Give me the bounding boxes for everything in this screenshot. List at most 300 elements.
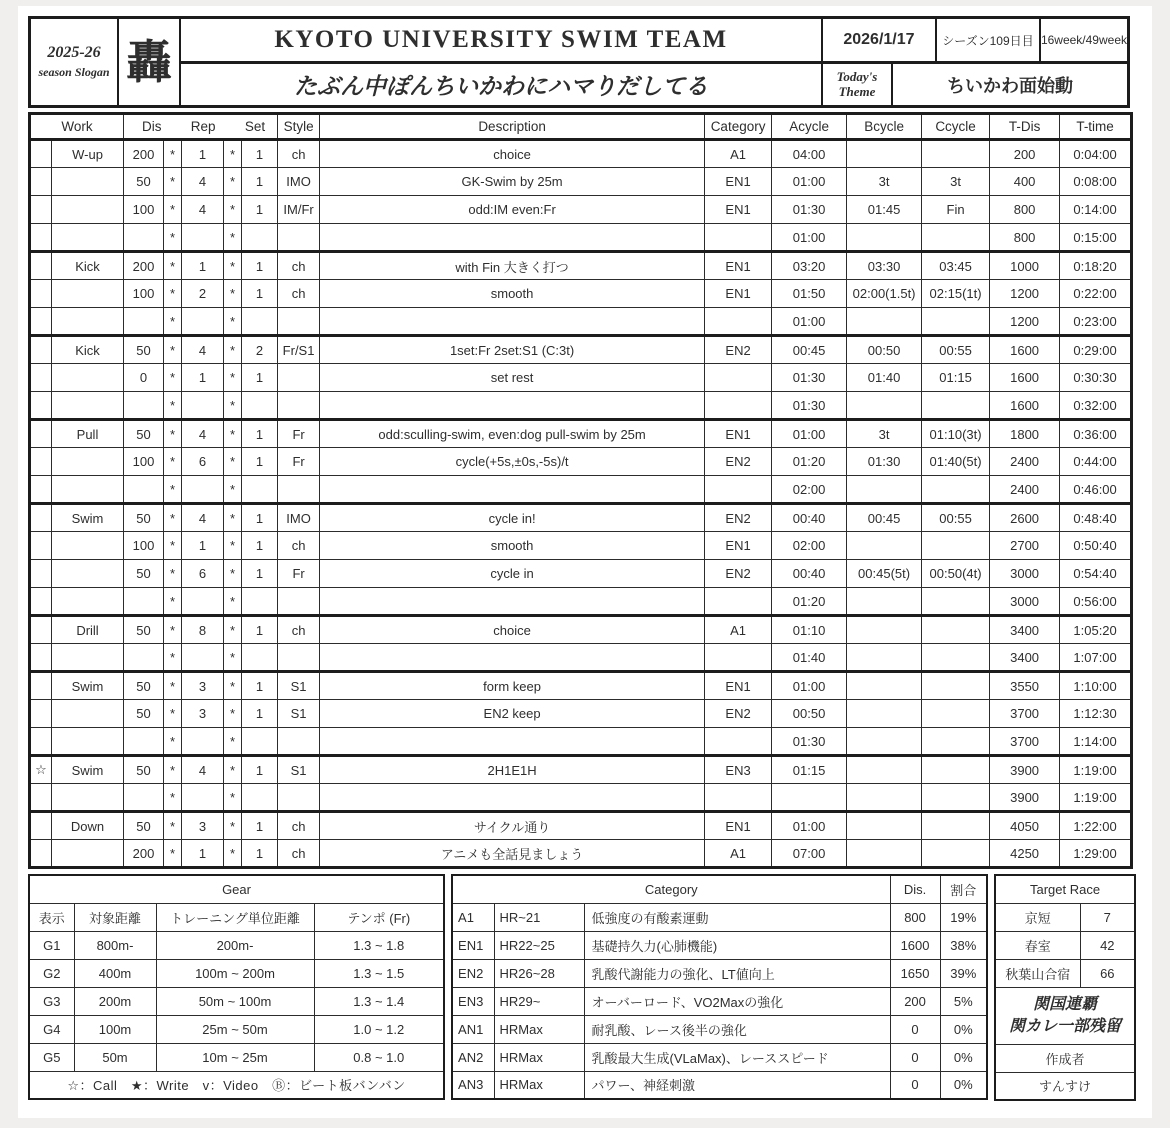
gear-mark: G1 bbox=[29, 931, 74, 959]
gear-tempo: 1.3 ~ 1.8 bbox=[314, 931, 444, 959]
cell-cat: EN2 bbox=[705, 336, 772, 364]
cell-style bbox=[278, 392, 320, 420]
gear-distance: 50m bbox=[74, 1043, 156, 1071]
cell-b bbox=[847, 784, 922, 812]
todays-theme: ちいかわ面始動 bbox=[947, 75, 1073, 96]
cell-s2: * bbox=[224, 812, 242, 840]
workout-row bbox=[30, 448, 1132, 476]
category-description: 基礎持久力(心肺機能) bbox=[584, 931, 890, 959]
cell-dis: 50 bbox=[124, 168, 164, 196]
gear-tempo: 1.0 ~ 1.2 bbox=[314, 1015, 444, 1043]
cell-tt: 0:44:00 bbox=[1060, 448, 1132, 476]
cell-cat bbox=[705, 392, 772, 420]
workout-row bbox=[30, 812, 1132, 840]
cell-b: 01:30 bbox=[847, 448, 922, 476]
cell-style: IM/Fr bbox=[278, 196, 320, 224]
cell-td: 3400 bbox=[990, 644, 1060, 672]
cell-rep bbox=[182, 728, 224, 756]
cell-dis: 50 bbox=[124, 560, 164, 588]
cell-cat bbox=[705, 784, 772, 812]
cell-tt: 0:32:00 bbox=[1060, 392, 1132, 420]
cell-c bbox=[922, 840, 990, 868]
race-row bbox=[995, 903, 1135, 931]
season-slogan-box bbox=[31, 19, 119, 105]
cell-style: ch bbox=[278, 280, 320, 308]
cell-s2: * bbox=[224, 448, 242, 476]
cell-style bbox=[278, 784, 320, 812]
cell-c bbox=[922, 588, 990, 616]
cell-call bbox=[30, 252, 52, 280]
cell-work: W-up bbox=[52, 140, 124, 168]
cell-rep: 1 bbox=[182, 532, 224, 560]
cell-td: 1200 bbox=[990, 308, 1060, 336]
cell-s2: * bbox=[224, 588, 242, 616]
cell-b: 03:30 bbox=[847, 252, 922, 280]
cell-set bbox=[242, 224, 278, 252]
gear-rows bbox=[29, 931, 444, 1071]
cell-style: ch bbox=[278, 840, 320, 868]
cell-s2: * bbox=[224, 392, 242, 420]
cell-b bbox=[847, 224, 922, 252]
cell-style: ch bbox=[278, 812, 320, 840]
cell-call bbox=[30, 644, 52, 672]
cell-c bbox=[922, 756, 990, 784]
workout-row bbox=[30, 700, 1132, 728]
cell-s1: * bbox=[164, 308, 182, 336]
cell-rep: 1 bbox=[182, 364, 224, 392]
cell-tt: 0:22:00 bbox=[1060, 280, 1132, 308]
gear-row bbox=[29, 987, 444, 1015]
cell-work bbox=[52, 588, 124, 616]
race-rows bbox=[995, 903, 1135, 987]
category-title: Category bbox=[452, 875, 890, 903]
header-center bbox=[181, 19, 823, 105]
cell-desc: smooth bbox=[320, 532, 705, 560]
cell-rep bbox=[182, 224, 224, 252]
cell-style: ch bbox=[278, 616, 320, 644]
cell-tt: 1:19:00 bbox=[1060, 756, 1132, 784]
workout-row bbox=[30, 784, 1132, 812]
cell-style bbox=[278, 476, 320, 504]
cell-rep bbox=[182, 784, 224, 812]
cell-set: 1 bbox=[242, 364, 278, 392]
cell-s2: * bbox=[224, 364, 242, 392]
cell-s2: * bbox=[224, 476, 242, 504]
cell-a: 01:15 bbox=[772, 756, 847, 784]
cell-work bbox=[52, 168, 124, 196]
cell-set: 1 bbox=[242, 840, 278, 868]
header bbox=[28, 16, 1130, 108]
col-style: Style bbox=[278, 114, 320, 140]
cell-b bbox=[847, 672, 922, 700]
cell-c: 00:55 bbox=[922, 504, 990, 532]
cell-set: 1 bbox=[242, 812, 278, 840]
cell-desc: choice bbox=[320, 616, 705, 644]
col-acycle: Acycle bbox=[772, 114, 847, 140]
cell-rep: 1 bbox=[182, 840, 224, 868]
workout-row bbox=[30, 168, 1132, 196]
cell-set: 1 bbox=[242, 616, 278, 644]
cell-a: 02:00 bbox=[772, 532, 847, 560]
cell-set: 1 bbox=[242, 532, 278, 560]
category-description: パワー、神経刺激 bbox=[584, 1071, 890, 1099]
cell-style bbox=[278, 308, 320, 336]
cell-c: Fin bbox=[922, 196, 990, 224]
workout-row bbox=[30, 196, 1132, 224]
cell-desc: 2H1E1H bbox=[320, 756, 705, 784]
cell-td: 800 bbox=[990, 224, 1060, 252]
cell-set: 1 bbox=[242, 280, 278, 308]
cell-a: 01:30 bbox=[772, 392, 847, 420]
cell-call bbox=[30, 140, 52, 168]
todays-theme-label: Today's Theme bbox=[823, 64, 893, 105]
category-rows bbox=[452, 903, 987, 1099]
cell-cat: EN2 bbox=[705, 448, 772, 476]
cell-call bbox=[30, 560, 52, 588]
cell-style: Fr bbox=[278, 420, 320, 448]
cell-tt: 0:08:00 bbox=[1060, 168, 1132, 196]
cell-set: 1 bbox=[242, 196, 278, 224]
cell-call bbox=[30, 224, 52, 252]
category-ratio: 0% bbox=[940, 1043, 987, 1071]
cell-tt: 0:50:40 bbox=[1060, 532, 1132, 560]
cell-work: Kick bbox=[52, 336, 124, 364]
cell-dis: 50 bbox=[124, 504, 164, 532]
gear-col-tempo: テンポ (Fr) bbox=[314, 903, 444, 931]
cell-tt: 1:22:00 bbox=[1060, 812, 1132, 840]
race-days: 7 bbox=[1080, 903, 1135, 931]
cell-work: Swim bbox=[52, 756, 124, 784]
workout-row bbox=[30, 756, 1132, 784]
cell-td: 3000 bbox=[990, 560, 1060, 588]
document-content bbox=[28, 16, 1130, 1101]
cell-td: 1000 bbox=[990, 252, 1060, 280]
workout-header-row bbox=[30, 114, 1132, 140]
cell-s2: * bbox=[224, 224, 242, 252]
workout-rows bbox=[30, 140, 1132, 868]
gear-tempo: 1.3 ~ 1.4 bbox=[314, 987, 444, 1015]
cell-dis: 100 bbox=[124, 280, 164, 308]
cell-set: 1 bbox=[242, 448, 278, 476]
workout-row bbox=[30, 560, 1132, 588]
cell-style: ch bbox=[278, 532, 320, 560]
cell-rep: 1 bbox=[182, 252, 224, 280]
cell-dis bbox=[124, 392, 164, 420]
cell-cat: EN1 bbox=[705, 196, 772, 224]
team-title: KYOTO UNIVERSITY SWIM TEAM bbox=[181, 19, 821, 64]
col-ttime: T-time bbox=[1060, 114, 1132, 140]
gear-header-row bbox=[29, 903, 444, 931]
cell-set: 1 bbox=[242, 504, 278, 532]
cell-work: Drill bbox=[52, 616, 124, 644]
cell-s1: * bbox=[164, 812, 182, 840]
workout-row bbox=[30, 224, 1132, 252]
cell-a: 00:40 bbox=[772, 504, 847, 532]
category-distance: 0 bbox=[890, 1043, 940, 1071]
cell-s2: * bbox=[224, 252, 242, 280]
category-hr-zone: HR29~ bbox=[494, 987, 584, 1015]
cell-style: S1 bbox=[278, 756, 320, 784]
cell-s2: * bbox=[224, 280, 242, 308]
gear-row bbox=[29, 931, 444, 959]
cell-cat: EN1 bbox=[705, 532, 772, 560]
cell-td: 4050 bbox=[990, 812, 1060, 840]
cell-tt: 1:19:00 bbox=[1060, 784, 1132, 812]
cell-a: 01:30 bbox=[772, 728, 847, 756]
cell-a: 01:00 bbox=[772, 224, 847, 252]
category-description: オーバーロード、VO2Maxの強化 bbox=[584, 987, 890, 1015]
cell-desc bbox=[320, 588, 705, 616]
cell-work bbox=[52, 224, 124, 252]
gear-unit-distance: 100m ~ 200m bbox=[156, 959, 314, 987]
cell-cat bbox=[705, 644, 772, 672]
cell-td: 2400 bbox=[990, 476, 1060, 504]
gear-mark: G3 bbox=[29, 987, 74, 1015]
cell-s2: * bbox=[224, 196, 242, 224]
cell-tt: 0:56:00 bbox=[1060, 588, 1132, 616]
gear-tempo: 1.3 ~ 1.5 bbox=[314, 959, 444, 987]
cell-work bbox=[52, 364, 124, 392]
cell-b bbox=[847, 756, 922, 784]
cell-c: 01:15 bbox=[922, 364, 990, 392]
cell-cat bbox=[705, 364, 772, 392]
cell-a: 00:40 bbox=[772, 560, 847, 588]
gear-col-unit-distance: トレーニング単位距離 bbox=[156, 903, 314, 931]
cell-cat: EN1 bbox=[705, 168, 772, 196]
cell-s1: * bbox=[164, 168, 182, 196]
cell-cat: EN2 bbox=[705, 504, 772, 532]
category-distance: 1650 bbox=[890, 959, 940, 987]
cell-set bbox=[242, 308, 278, 336]
cell-b bbox=[847, 700, 922, 728]
category-ratio: 0% bbox=[940, 1015, 987, 1043]
cell-td: 4250 bbox=[990, 840, 1060, 868]
season-slogan-label: season Slogan bbox=[38, 65, 110, 79]
cell-c: 00:55 bbox=[922, 336, 990, 364]
cell-c bbox=[922, 728, 990, 756]
cell-tt: 0:46:00 bbox=[1060, 476, 1132, 504]
cell-b bbox=[847, 588, 922, 616]
cell-style bbox=[278, 728, 320, 756]
cell-s2: * bbox=[224, 504, 242, 532]
cell-desc bbox=[320, 476, 705, 504]
cell-s2: * bbox=[224, 784, 242, 812]
cell-td: 2600 bbox=[990, 504, 1060, 532]
race-name: 春室 bbox=[995, 931, 1080, 959]
cell-rep: 3 bbox=[182, 700, 224, 728]
cell-rep: 4 bbox=[182, 196, 224, 224]
cell-s1: * bbox=[164, 364, 182, 392]
cell-c bbox=[922, 784, 990, 812]
cell-c bbox=[922, 224, 990, 252]
cell-b: 02:00(1.5t) bbox=[847, 280, 922, 308]
cell-work: Kick bbox=[52, 252, 124, 280]
cell-s1: * bbox=[164, 840, 182, 868]
cell-s2: * bbox=[224, 728, 242, 756]
cell-td: 200 bbox=[990, 140, 1060, 168]
category-code: EN1 bbox=[452, 931, 494, 959]
cell-set: 1 bbox=[242, 700, 278, 728]
category-ratio: 5% bbox=[940, 987, 987, 1015]
category-code: A1 bbox=[452, 903, 494, 931]
season-years: 2025-26 bbox=[47, 44, 101, 61]
practice-date: 2026/1/17 bbox=[823, 19, 937, 61]
cell-s2: * bbox=[224, 336, 242, 364]
cell-dis: 200 bbox=[124, 840, 164, 868]
gear-distance: 200m bbox=[74, 987, 156, 1015]
cell-s1: * bbox=[164, 476, 182, 504]
cell-c: 02:15(1t) bbox=[922, 280, 990, 308]
cell-desc: cycle(+5s,±0s,-5s)/t bbox=[320, 448, 705, 476]
cell-cat bbox=[705, 476, 772, 504]
cell-c: 3t bbox=[922, 168, 990, 196]
cell-td: 3000 bbox=[990, 588, 1060, 616]
cell-c bbox=[922, 308, 990, 336]
season-goal bbox=[995, 987, 1135, 1044]
workout-row bbox=[30, 616, 1132, 644]
cell-b bbox=[847, 616, 922, 644]
cell-s1: * bbox=[164, 504, 182, 532]
category-description: 低強度の有酸素運動 bbox=[584, 903, 890, 931]
cell-s1: * bbox=[164, 532, 182, 560]
cell-td: 3900 bbox=[990, 784, 1060, 812]
cell-s2: * bbox=[224, 560, 242, 588]
cell-dis: 200 bbox=[124, 252, 164, 280]
cell-work bbox=[52, 476, 124, 504]
cell-td: 1200 bbox=[990, 280, 1060, 308]
workout-row bbox=[30, 280, 1132, 308]
cell-work bbox=[52, 392, 124, 420]
cell-b: 3t bbox=[847, 420, 922, 448]
cell-style: IMO bbox=[278, 504, 320, 532]
category-ratio: 0% bbox=[940, 1071, 987, 1099]
workout-row bbox=[30, 476, 1132, 504]
cell-work: Swim bbox=[52, 504, 124, 532]
cell-style: S1 bbox=[278, 672, 320, 700]
cell-rep: 4 bbox=[182, 336, 224, 364]
week-progress: 16week/49week bbox=[1040, 33, 1127, 47]
cell-rep: 4 bbox=[182, 756, 224, 784]
cell-dis: 0 bbox=[124, 364, 164, 392]
gear-title: Gear bbox=[29, 875, 444, 903]
category-description: 乳酸最大生成(VLaMax)、レーススピード bbox=[584, 1043, 890, 1071]
cell-s1: * bbox=[164, 224, 182, 252]
cell-a: 01:00 bbox=[772, 168, 847, 196]
cell-s1: * bbox=[164, 448, 182, 476]
cell-tt: 1:10:00 bbox=[1060, 672, 1132, 700]
workout-row bbox=[30, 364, 1132, 392]
category-hr-zone: HRMax bbox=[494, 1015, 584, 1043]
cell-desc bbox=[320, 308, 705, 336]
category-row bbox=[452, 903, 987, 931]
cell-style: S1 bbox=[278, 700, 320, 728]
cell-dis bbox=[124, 224, 164, 252]
cell-cat: EN1 bbox=[705, 252, 772, 280]
cell-style: ch bbox=[278, 140, 320, 168]
cell-a: 01:10 bbox=[772, 616, 847, 644]
creator-name: すんすけ bbox=[995, 1072, 1135, 1100]
cell-c: 03:45 bbox=[922, 252, 990, 280]
cell-call bbox=[30, 700, 52, 728]
cell-call bbox=[30, 588, 52, 616]
cell-a: 07:00 bbox=[772, 840, 847, 868]
category-row bbox=[452, 931, 987, 959]
cell-cat: EN1 bbox=[705, 280, 772, 308]
cell-c bbox=[922, 392, 990, 420]
cell-b bbox=[847, 728, 922, 756]
cell-b bbox=[847, 532, 922, 560]
cell-rep bbox=[182, 644, 224, 672]
target-race-title: Target Race bbox=[995, 875, 1135, 903]
cell-work bbox=[52, 728, 124, 756]
cell-cat bbox=[705, 308, 772, 336]
cell-desc bbox=[320, 392, 705, 420]
cell-set bbox=[242, 728, 278, 756]
cell-s2: * bbox=[224, 140, 242, 168]
category-description: 耐乳酸、レース後半の強化 bbox=[584, 1015, 890, 1043]
cell-s1: * bbox=[164, 392, 182, 420]
cell-call bbox=[30, 280, 52, 308]
workout-row bbox=[30, 336, 1132, 364]
workout-row bbox=[30, 588, 1132, 616]
cell-desc bbox=[320, 644, 705, 672]
cell-cat bbox=[705, 224, 772, 252]
category-row bbox=[452, 1015, 987, 1043]
cell-dis bbox=[124, 784, 164, 812]
cell-s2: * bbox=[224, 308, 242, 336]
col-dis: Dis bbox=[142, 119, 162, 134]
category-ratio: 19% bbox=[940, 903, 987, 931]
cell-cat bbox=[705, 588, 772, 616]
category-hr-zone: HR22~25 bbox=[494, 931, 584, 959]
cell-s1: * bbox=[164, 140, 182, 168]
col-bcycle: Bcycle bbox=[847, 114, 922, 140]
cell-tt: 1:12:30 bbox=[1060, 700, 1132, 728]
category-distance: 0 bbox=[890, 1015, 940, 1043]
workout-row bbox=[30, 252, 1132, 280]
cell-td: 800 bbox=[990, 196, 1060, 224]
cell-rep bbox=[182, 308, 224, 336]
category-code: EN3 bbox=[452, 987, 494, 1015]
cell-s1: * bbox=[164, 420, 182, 448]
cell-td: 3550 bbox=[990, 672, 1060, 700]
cell-dis bbox=[124, 588, 164, 616]
cell-s1: * bbox=[164, 756, 182, 784]
cell-b: 01:40 bbox=[847, 364, 922, 392]
cell-td: 1600 bbox=[990, 392, 1060, 420]
workout-row bbox=[30, 532, 1132, 560]
gear-distance: 100m bbox=[74, 1015, 156, 1043]
cell-rep: 8 bbox=[182, 616, 224, 644]
cell-dis bbox=[124, 728, 164, 756]
cell-desc: サイクル通り bbox=[320, 812, 705, 840]
cell-rep: 3 bbox=[182, 812, 224, 840]
cell-c bbox=[922, 532, 990, 560]
cell-style: Fr bbox=[278, 560, 320, 588]
cell-td: 1800 bbox=[990, 420, 1060, 448]
cell-c bbox=[922, 644, 990, 672]
cell-tt: 1:29:00 bbox=[1060, 840, 1132, 868]
cell-dis bbox=[124, 308, 164, 336]
cell-a: 00:50 bbox=[772, 700, 847, 728]
bottom-tables bbox=[28, 874, 1130, 1101]
cell-style bbox=[278, 224, 320, 252]
cell-tt: 0:15:00 bbox=[1060, 224, 1132, 252]
cell-b bbox=[847, 476, 922, 504]
category-row bbox=[452, 987, 987, 1015]
cell-desc bbox=[320, 784, 705, 812]
cell-s1: * bbox=[164, 784, 182, 812]
